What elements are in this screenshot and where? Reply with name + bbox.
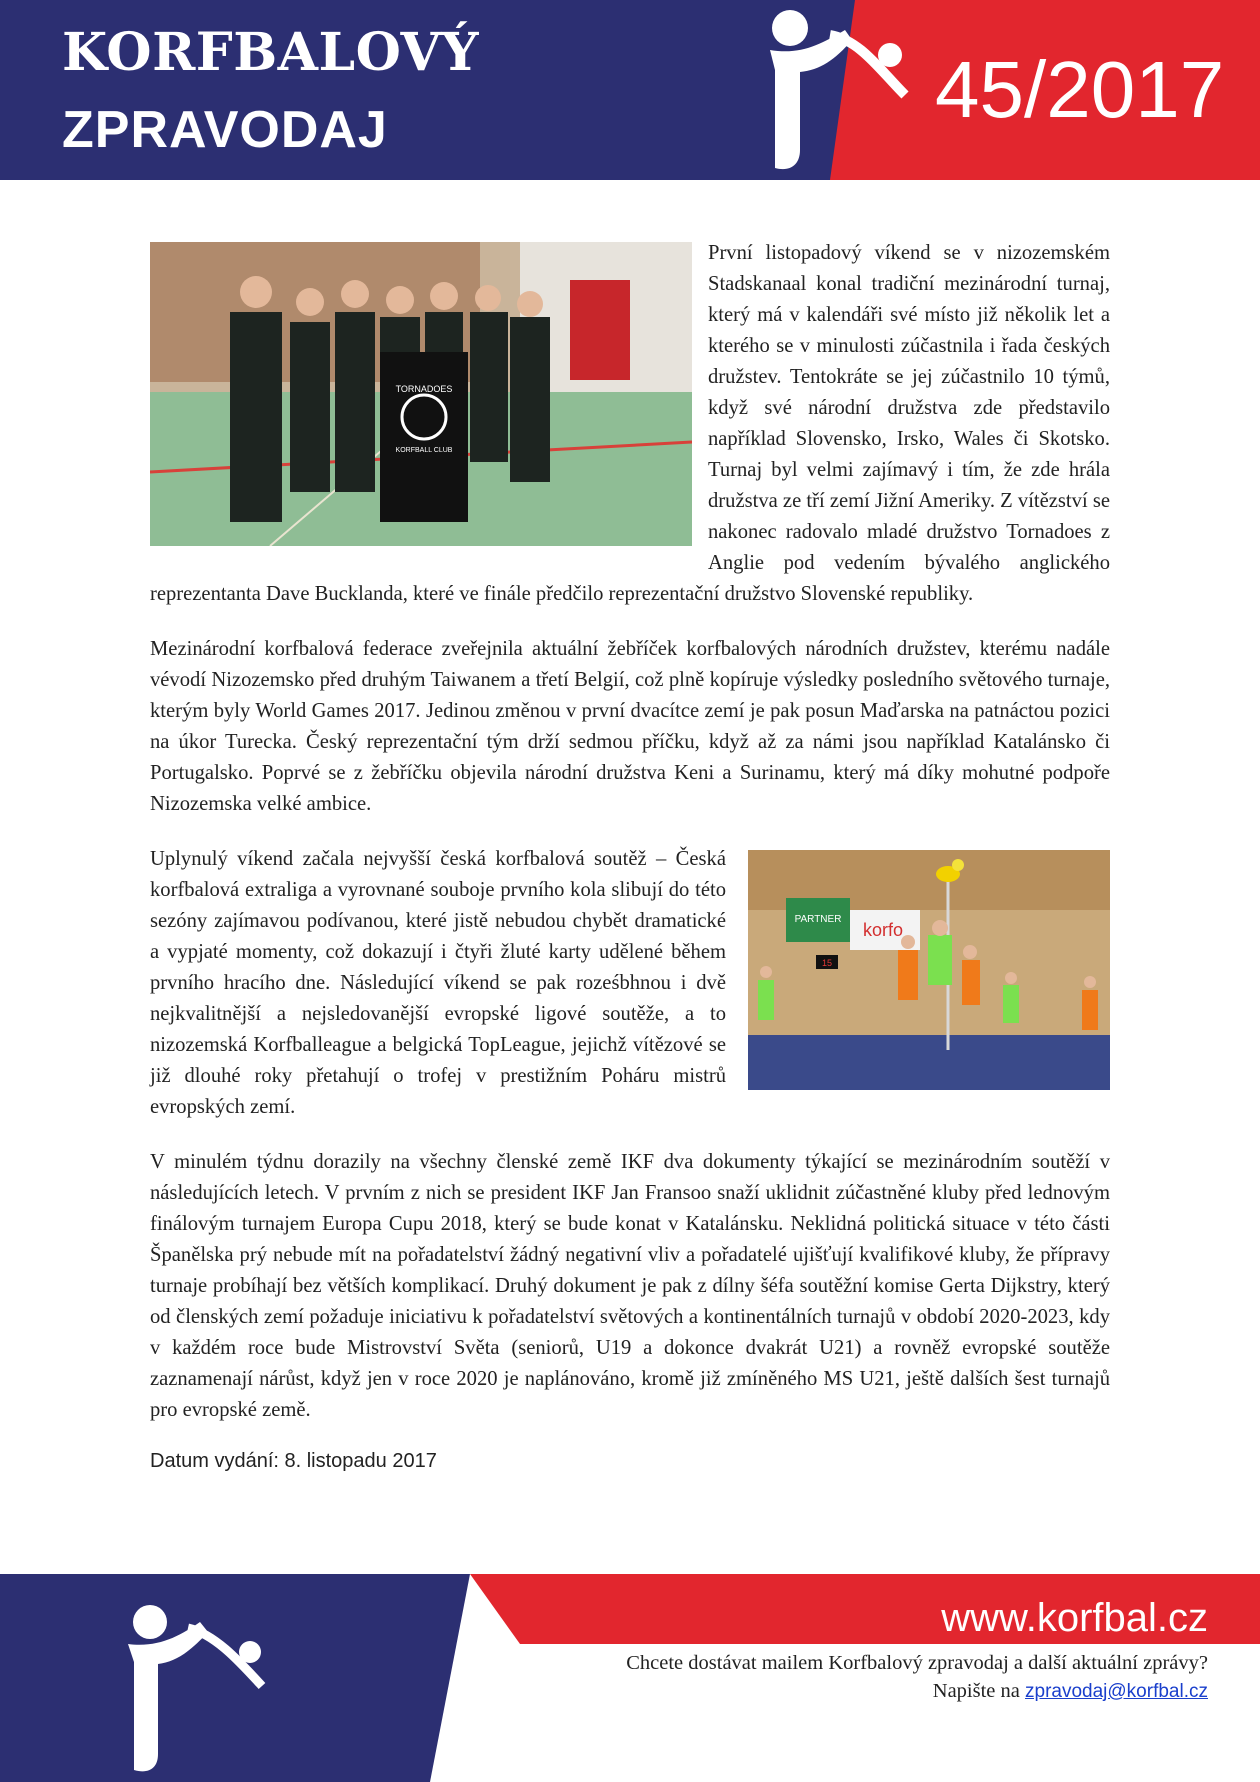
subscribe-prefix: Napište na [932,1680,1026,1702]
issue-number: 45/2017 [935,45,1225,134]
newsletter-subtitle: ZPRAVODAJ [62,101,388,159]
paragraph-ranking: Mezinárodní korfbalová federace zveřejnila aktuální žebříček korfbalových národních družstev, kterému nadále vévodí Nizozemsko před druhým Taiwanem a třetí Belgií, což plně kopíruje výsledky posledního světového turnaje, kterým byly World Games 2017. Jedinou změnou v první dvacítce zemí je pak posun Maďarska na patnáctou pozici na úkor Turecka. Český reprezentační tým drží sedmou příčku, když až za námi jsou například Katalánsko či Portugalsko. Poprvé se z žebříčku objevila národní družstva Keni a Surinamu, který má díky mohutné podpoře Nizozemska velké ambice. [150,638,1110,815]
paragraph-tournament [150,238,1110,610]
paragraph-ikf-documents: V minulém týdnu dorazily na všechny členské země IKF dva dokumenty týkající se mezinárodním soutěží v následujících letech. V prvním z nich se president IKF Jan Fransoo snaží uklidnit zúčastněné kluby před lednovým finálovým turnajem Europa Cupu 2018, který se bude konat v Katalánsku. Neklidná politická situace v této části Španělska prý nebude mít na pořadatelství žádný negativní vliv a pořadatelé ujišťují kvalifikové kluby, že přípravy turnaje probíhají bez větších komplikací. Druhý dokument je pak z dílny šéfa soutěžní komise Gerta Dijkstry, který od členských zemí požaduje iniciativu k pořadatelství světových a kontinentálních turnajů v období 2020-2023, kdy v každém roce bude Mistrovství Světa (seniorů, U19 a dokonce dvakrát U21) a rovněž evropské soutěže zaznamenají nárůst, když jen v roce 2020 je naplánováno, kromě již zmíněného MS U21, ještě dalších šest turnajů pro evropské země. [150,1151,1110,1421]
header-banner [0,0,1260,180]
paragraph-league-text: Uplynulý víkend začala nejvyšší česká korfbalová soutěž – Česká korfbalová extraliga a vyrovnané souboje prvního kola slibují do této sezóny zajímavou podívanou, které jistě nebudou chybět dramatické a vypjaté momenty, což dokazují i čtyři žluté karty udělené během prvního hracího dne. Následující víkend se pak roześbhnou i dvě nejkvalitnější a nejsledovanější evropské ligové soutěže, a to nizozemská Korfballeague a belgická TopLeague, jejichž vítězové se již dlouhé roky přetahují o trofej v prestižním Poháru mistrů evropských zemí. [150,848,726,1118]
banner-text-bottom: KORFBALL CLUB [395,447,453,454]
website-link[interactable]: www.korfbal.cz [941,1596,1208,1640]
logo-head-icon [772,10,808,46]
scoreboard: 15 [821,958,833,968]
newsletter-title: KORFBALOVÝ [62,22,479,83]
subscribe-prompt: Chcete dostávat mailem Korfbalový zpravodaj a další aktuální zprávy? [626,1652,1208,1674]
paragraph-league [150,844,1110,1123]
sign-partner: PARTNER [794,914,842,925]
team-banner [380,352,468,522]
email-link[interactable]: zpravodaj@korfbal.cz [1025,1681,1208,1702]
article-body [150,238,1110,1473]
banner-text-top: TORNADOES [395,384,453,394]
sign-korf: korfo [862,920,904,940]
team-photo [150,242,692,546]
paragraph-tournament-text: První listopadový víkend se v nizozemském Stadskanaal konal tradiční mezinárodní turnaj, který má v kalendáři své místo již několik let a kterého se v minulosti zúčastnila i řada českých družstev. Tentokráte se jej zúčastnilo 10 týmů, když své národní družstva zde představilo například Slovensko, Irsko, Wales či Skotsko. Turnaj byl velmi zajímavý i tím, že zde hrála družstva ze tří zemí Jižní Ameriky. Z vítězství se nakonec radovalo mladé družstvo Tornadoes z Anglie pod vedením bývalého anglického reprezentanta Dave Bucklanda, které ve finále předčilo reprezentační družstvo Slovenské republiky. [150,242,1110,605]
footer-banner [0,1574,1260,1782]
publish-date: Datum vydání: 8. listopadu 2017 [150,1450,437,1472]
subscribe-instruction [933,1680,1208,1703]
match-photo [748,850,1110,1090]
